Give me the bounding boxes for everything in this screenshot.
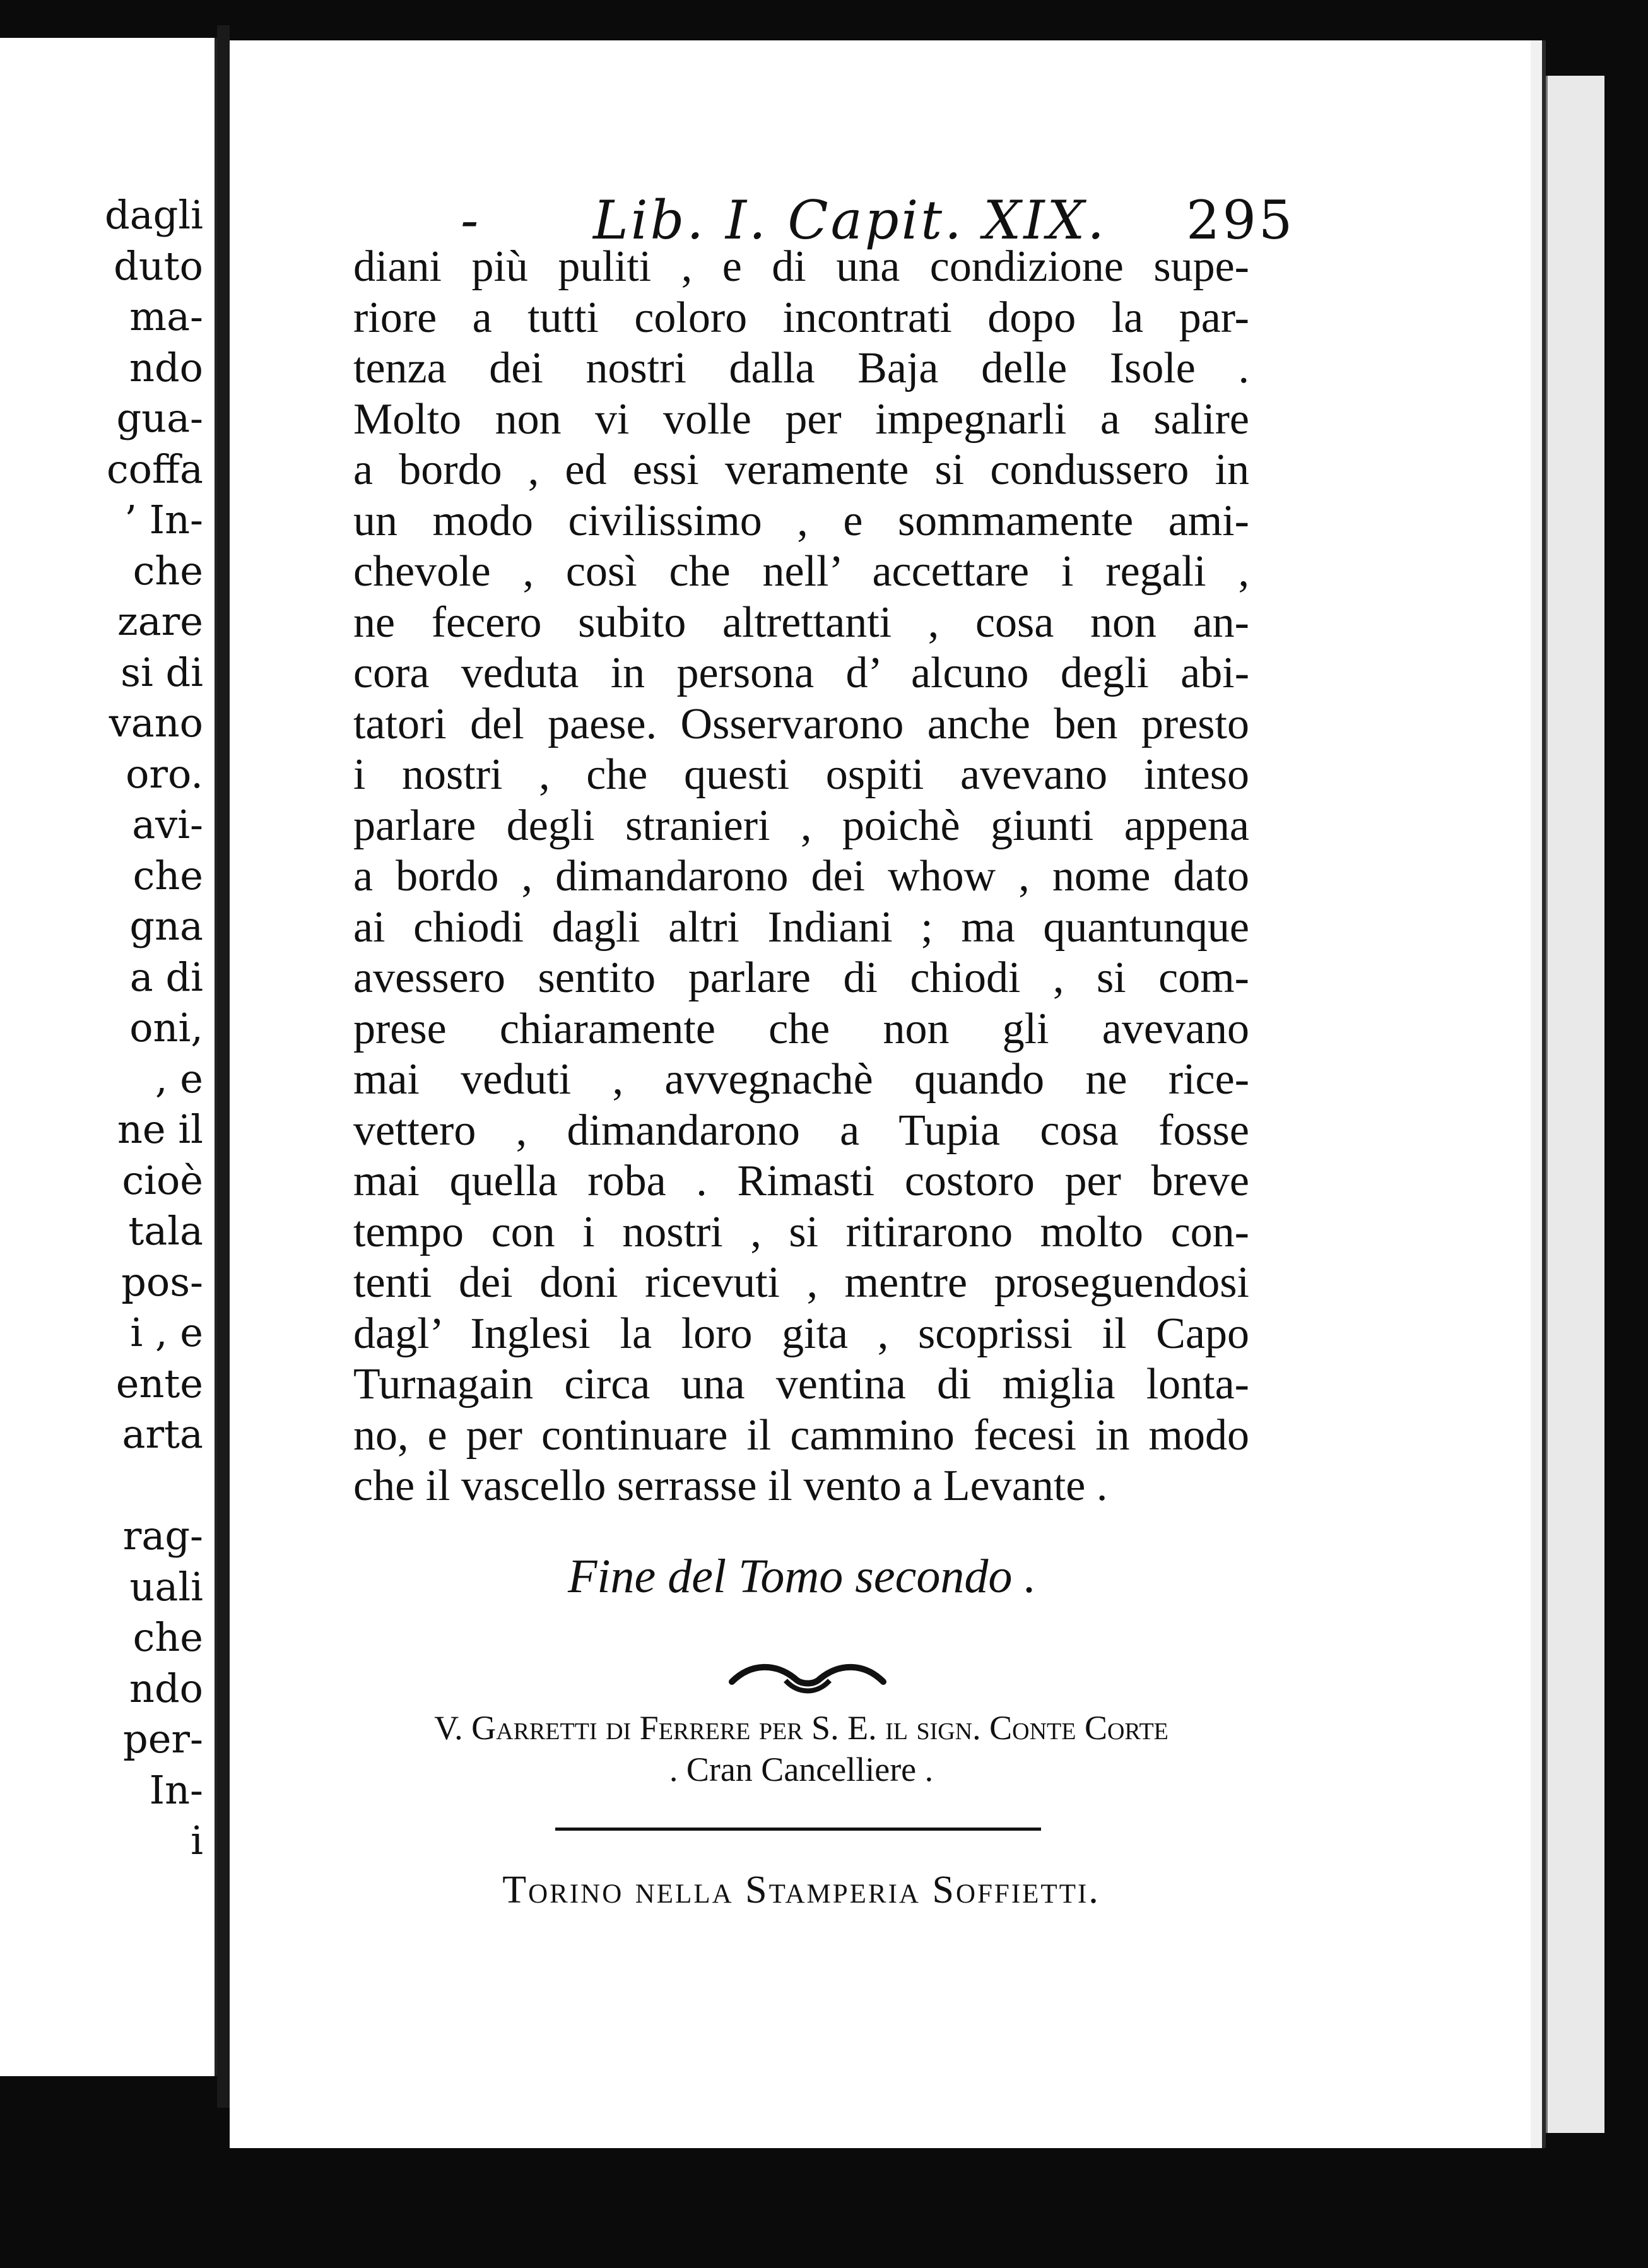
body-line: che il vascello serrasse il vento a Levante . xyxy=(353,1462,1108,1510)
body-line: a bordo , dimandarono dei whow , nome dato xyxy=(353,852,1249,901)
left-page-line: duto xyxy=(114,242,203,289)
left-page-line: uali xyxy=(129,1563,203,1610)
body-line: tempo con i nostri , si ritirarono molto con- xyxy=(353,1207,1249,1256)
body-line: Molto non vi volle per impegnarli a salire xyxy=(353,394,1249,444)
left-page-line: coffa xyxy=(106,446,203,492)
horizontal-rule xyxy=(555,1828,1041,1831)
body-line: un modo civilissimo , e sommamente ami- xyxy=(353,496,1249,545)
left-page-line: gna xyxy=(129,903,203,949)
left-page-line: gua- xyxy=(116,395,203,441)
imprimatur-line-1: V. Garretti di Ferrere per S. E. il sign. Conte Corte xyxy=(434,1709,1168,1747)
body-line: vettero , dimandarono a Tupia cosa fosse xyxy=(353,1106,1249,1155)
closing-line: Fine del Tomo secondo . xyxy=(568,1550,1037,1603)
left-page-line: ne il xyxy=(117,1106,203,1152)
body-line: riore a tutti coloro incontrati dopo la par- xyxy=(353,293,1249,342)
body-line: ai chiodi dagli altri Indiani ; ma quantunque xyxy=(353,902,1249,952)
printer-colophon: Torino nella Stamperia Soffietti. xyxy=(502,1869,1100,1911)
left-page-line: avi- xyxy=(132,801,203,848)
left-page-fragment xyxy=(0,38,217,2076)
body-line: no, e per continuare il cammino fecesi in modo xyxy=(353,1410,1249,1460)
body-line: diani più puliti , e di una condizione supe- xyxy=(353,242,1249,291)
left-page-line: a di xyxy=(129,954,203,1000)
left-page-line: , e xyxy=(155,1055,203,1102)
body-line: tatori del paese. Osservarono anche ben presto xyxy=(353,699,1249,748)
left-page-line: per- xyxy=(123,1716,203,1762)
body-line: Turnagain circa una ventina di miglia lonta- xyxy=(353,1360,1249,1409)
left-page-line: i xyxy=(191,1817,203,1863)
left-page-line: vano xyxy=(109,700,203,746)
left-page-line: In- xyxy=(149,1766,203,1813)
left-page-line: tala xyxy=(128,1208,203,1254)
body-text xyxy=(353,242,1249,1512)
left-page-line: arta xyxy=(122,1411,203,1457)
body-line: chevole , così che nell’ accettare i regali , xyxy=(353,547,1249,596)
ornament-flourish xyxy=(726,1650,890,1701)
body-line: i nostri , che questi ospiti avevano inteso xyxy=(353,750,1249,799)
body-line: dagl’ Inglesi la loro gita , scoprissi il Capo xyxy=(353,1309,1249,1358)
left-page-line: rag- xyxy=(122,1513,203,1559)
left-page-line: ’ In- xyxy=(124,497,203,543)
body-line: ne fecero subito altrettanti , cosa non an- xyxy=(353,598,1249,647)
left-page-line: ente xyxy=(115,1360,203,1407)
body-line: prese chiaramente che non gli avevano xyxy=(353,1004,1249,1053)
left-page-line: ma- xyxy=(129,293,203,340)
page-edge xyxy=(1546,76,1604,2133)
body-line: avessero sentito parlare di chiodi , si com- xyxy=(353,954,1249,1002)
running-head-mark: - xyxy=(461,189,481,251)
page-number: 295 xyxy=(1186,189,1295,251)
body-line: parlare degli stranieri , poichè giunti appena xyxy=(353,801,1249,850)
book-spine xyxy=(217,25,230,2108)
left-page-line: pos- xyxy=(121,1258,203,1305)
left-page-line: oro. xyxy=(126,750,203,797)
left-page-line: che xyxy=(132,547,203,594)
body-line: mai quella roba . Rimasti costoro per breve xyxy=(353,1157,1249,1205)
imprimatur-line-2: . Cran Cancelliere . xyxy=(669,1751,934,1788)
left-page-line: cioè xyxy=(122,1157,203,1203)
left-page-line: zare xyxy=(117,598,203,644)
left-page-line: oni, xyxy=(129,1005,203,1051)
left-page-line: ndo xyxy=(129,344,203,391)
imprimatur xyxy=(353,1707,1249,1790)
left-page-line: ndo xyxy=(129,1665,203,1711)
body-line: tenti dei doni ricevuti , mentre proseguendosi xyxy=(353,1258,1249,1307)
body-line: mai veduti , avvegnachè quando ne rice- xyxy=(353,1055,1249,1104)
left-page-line: dagli xyxy=(105,192,203,238)
left-page-line: che xyxy=(132,1614,203,1660)
body-line: tenza dei nostri dalla Baja delle Isole . xyxy=(353,344,1249,393)
left-page-line: che xyxy=(132,852,203,899)
running-head-title: Lib. I. Capit. XIX. xyxy=(593,189,1107,251)
body-line: a bordo , ed essi veramente si condussero in xyxy=(353,446,1249,494)
left-page-line: si di xyxy=(121,649,203,695)
left-page-line: i , e xyxy=(130,1309,203,1355)
body-line: cora veduta in persona d’ alcuno degli abi- xyxy=(353,649,1249,697)
